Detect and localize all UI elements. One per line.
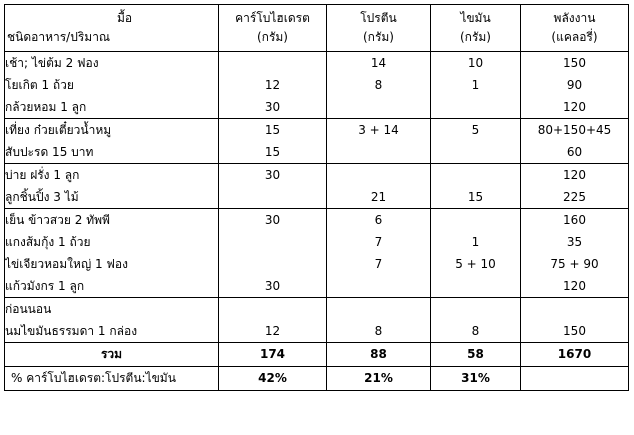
cell-energy: 75 + 90	[521, 253, 629, 275]
cell-fat	[431, 141, 521, 164]
cell-carb: 12	[219, 320, 327, 343]
cell-protein	[327, 164, 431, 187]
cell-food: นมไขมันธรรมดา 1 กล่อง	[5, 320, 219, 343]
cell-carb: 15	[219, 141, 327, 164]
table-row	[5, 231, 629, 253]
cell-carb: 30	[219, 96, 327, 119]
total-carb: 174	[219, 343, 327, 367]
cell-energy: 225	[521, 186, 629, 209]
table-row	[5, 52, 629, 75]
cell-food: โยเกิต 1 ถ้วย	[5, 74, 219, 96]
table-row	[5, 298, 629, 321]
cell-carb: 12	[219, 74, 327, 96]
column-header-carb-line2: (กรัม)	[257, 30, 288, 44]
table-row	[5, 119, 629, 142]
cell-food: ก่อนนอน	[5, 298, 219, 321]
ratio-energy	[521, 367, 629, 391]
table-row	[5, 253, 629, 275]
cell-food: แกงส้มกุ้ง 1 ถ้วย	[5, 231, 219, 253]
cell-protein	[327, 275, 431, 298]
cell-food: เที่ยง ก๋วยเตี๋ยวน้ำหมู	[5, 119, 219, 142]
cell-fat: 10	[431, 52, 521, 75]
cell-protein: 21	[327, 186, 431, 209]
nutrition-table	[4, 4, 629, 391]
ratio-fat: 31%	[431, 367, 521, 391]
cell-fat	[431, 209, 521, 232]
cell-food: เช้า; ไข่ต้ม 2 ฟอง	[5, 52, 219, 75]
cell-protein: 6	[327, 209, 431, 232]
table-header	[5, 5, 629, 52]
column-header-carb-line1: คาร์โบไฮเดรต	[235, 11, 310, 26]
column-header-protein-line2: (กรัม)	[363, 30, 394, 44]
total-protein: 88	[327, 343, 431, 367]
column-header-food-line2: ชนิดอาหาร/ปริมาณ	[7, 30, 111, 44]
cell-energy: 150	[521, 320, 629, 343]
ratio-label: % คาร์โบไฮเดรต:โปรตีน:ไขมัน	[5, 367, 219, 391]
column-header-fat	[431, 5, 521, 52]
cell-fat: 1	[431, 231, 521, 253]
cell-carb	[219, 253, 327, 275]
table-row	[5, 96, 629, 119]
cell-carb: 30	[219, 275, 327, 298]
table-row	[5, 209, 629, 232]
cell-carb: 15	[219, 119, 327, 142]
cell-protein: 7	[327, 231, 431, 253]
cell-fat: 8	[431, 320, 521, 343]
column-header-food	[5, 5, 219, 52]
cell-energy: 160	[521, 209, 629, 232]
cell-energy: 120	[521, 96, 629, 119]
cell-fat	[431, 298, 521, 321]
cell-food: แก้วมังกร 1 ลูก	[5, 275, 219, 298]
cell-carb: 30	[219, 164, 327, 187]
cell-energy: 120	[521, 164, 629, 187]
column-header-fat-line2: (กรัม)	[460, 30, 491, 44]
cell-energy: 150	[521, 52, 629, 75]
column-header-energy-line2: (แคลอรี่)	[551, 30, 598, 44]
cell-fat	[431, 275, 521, 298]
cell-protein: 14	[327, 52, 431, 75]
cell-food: เย็น ข้าวสวย 2 ทัพพี	[5, 209, 219, 232]
cell-fat	[431, 96, 521, 119]
cell-carb	[219, 231, 327, 253]
cell-energy: 90	[521, 74, 629, 96]
cell-food: ไข่เจียวหอมใหญ่ 1 ฟอง	[5, 253, 219, 275]
column-header-energy	[521, 5, 629, 52]
table-row	[5, 141, 629, 164]
cell-energy: 35	[521, 231, 629, 253]
column-header-protein	[327, 5, 431, 52]
cell-protein	[327, 298, 431, 321]
table-row	[5, 320, 629, 343]
ratio-protein: 21%	[327, 367, 431, 391]
cell-food: ลูกชิ้นปิ้ง 3 ไม้	[5, 186, 219, 209]
cell-carb: 30	[219, 209, 327, 232]
cell-energy	[521, 298, 629, 321]
column-header-food-line1: มื้อ	[116, 11, 133, 26]
cell-energy: 60	[521, 141, 629, 164]
total-energy: 1670	[521, 343, 629, 367]
cell-fat: 5 + 10	[431, 253, 521, 275]
cell-protein: 8	[327, 320, 431, 343]
table-row	[5, 275, 629, 298]
cell-carb	[219, 186, 327, 209]
cell-protein: 3 + 14	[327, 119, 431, 142]
cell-fat: 15	[431, 186, 521, 209]
cell-fat: 5	[431, 119, 521, 142]
cell-fat: 1	[431, 74, 521, 96]
cell-energy: 80+150+45	[521, 119, 629, 142]
cell-carb	[219, 298, 327, 321]
cell-food: สับปะรด 15 บาท	[5, 141, 219, 164]
column-header-fat-line1: ไขมัน	[460, 11, 491, 26]
header-row	[5, 5, 629, 52]
table-row	[5, 164, 629, 187]
cell-food: กล้วยหอม 1 ลูก	[5, 96, 219, 119]
cell-protein: 8	[327, 74, 431, 96]
table-body	[5, 52, 629, 391]
total-row	[5, 343, 629, 367]
table-row	[5, 74, 629, 96]
cell-protein	[327, 96, 431, 119]
column-header-energy-line1: พลังงาน	[553, 11, 596, 26]
cell-protein: 7	[327, 253, 431, 275]
cell-food: บ่าย ฝรั่ง 1 ลูก	[5, 164, 219, 187]
cell-fat	[431, 164, 521, 187]
table-row	[5, 186, 629, 209]
cell-protein	[327, 141, 431, 164]
column-header-carb	[219, 5, 327, 52]
ratio-carb: 42%	[219, 367, 327, 391]
cell-carb	[219, 52, 327, 75]
total-label: รวม	[5, 343, 219, 367]
ratio-row	[5, 367, 629, 391]
column-header-protein-line1: โปรตีน	[360, 11, 397, 26]
cell-energy: 120	[521, 275, 629, 298]
total-fat: 58	[431, 343, 521, 367]
